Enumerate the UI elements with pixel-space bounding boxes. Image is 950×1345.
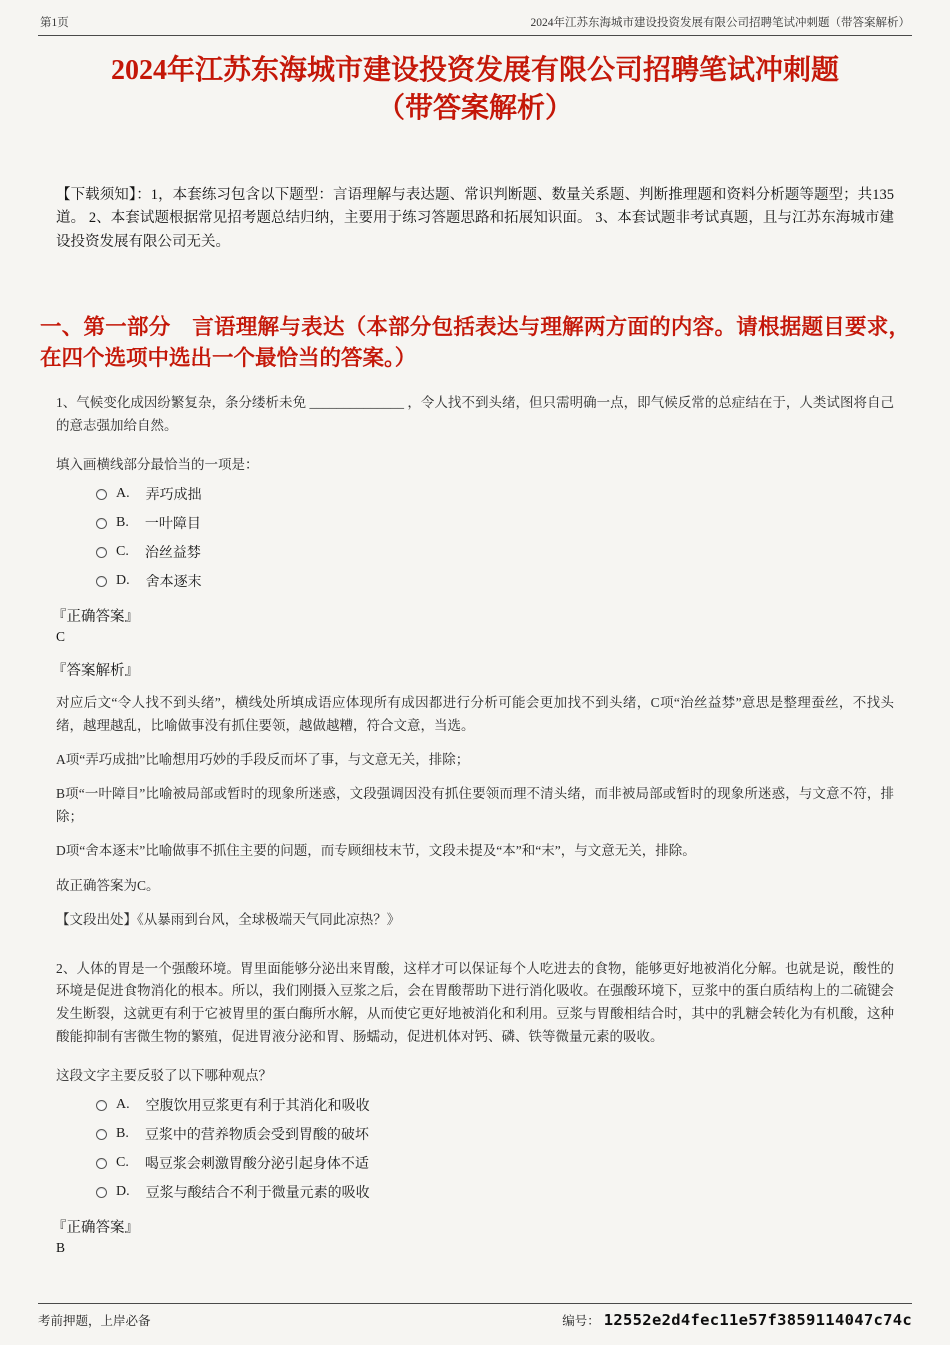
document-title	[38, 52, 912, 128]
option-b[interactable]	[96, 513, 894, 533]
radio-icon[interactable]	[96, 1187, 107, 1198]
radio-icon[interactable]	[96, 547, 107, 558]
option-d[interactable]	[96, 571, 894, 591]
header-page-number: 第1页	[40, 17, 69, 29]
section-heading: 一、第一部分 言语理解与表达（本部分包括表达与理解两方面的内容。请根据题目要求，在四个选项中选出一个最恰当的答案。）	[40, 315, 910, 371]
option-letter: B.	[116, 515, 129, 531]
option-letter: C.	[116, 1155, 129, 1171]
option-letter: D.	[116, 1184, 130, 1200]
page-footer	[38, 1303, 912, 1329]
analysis-paragraph: D项“舍本逐末”比喻做事不抓住主要的问题，而专顾细枝末节，文段未提及“本”和“末”，与文意无关，排除。	[56, 843, 696, 859]
document-title-line1: 2024年江苏东海城市建设投资发展有限公司招聘笔试冲刺题	[110, 55, 839, 86]
radio-icon[interactable]	[96, 489, 107, 500]
option-c[interactable]	[96, 1153, 894, 1173]
radio-icon[interactable]	[96, 518, 107, 529]
option-text: 喝豆浆会刺激胃酸分泌引起身体不适	[144, 1157, 369, 1173]
option-text: 弄巧成拙	[145, 488, 202, 504]
analysis-paragraph: 故正确答案为C。	[56, 877, 160, 893]
question-prompt: 这段文字主要反驳了以下哪种观点？	[56, 1068, 272, 1084]
radio-icon[interactable]	[96, 1100, 107, 1111]
option-letter: A.	[116, 486, 130, 502]
option-text: 舍本逐末	[145, 575, 202, 591]
question-prompt: 填入画横线部分最恰当的一项是：	[56, 457, 259, 473]
option-c[interactable]	[96, 542, 894, 562]
radio-icon[interactable]	[96, 1129, 107, 1140]
analysis-paragraph: 对应后文“令人找不到头绪”，横线处所填成语应体现所有成因都进行分析可能会更加找不到头绪，C项“治丝益棼”意思是整理蚕丝，不找头绪，越理越乱，比喻做事没有抓住要领，越做越糟，符合文意，当选。	[56, 695, 894, 733]
correct-answer-label: 『正确答案』	[52, 609, 139, 626]
download-notice: 【下载须知】：1，本套练习包含以下题型：言语理解与表达题、常识判断题、数量关系题、判断推理题和资料分析题等题型；共135道。 2、本套试题根据常见招考题总结归纳，主要用于练习答题思路和拓展知识面。 3、本套试题非考试真题，且与江苏东海城市建设投资发展有限公司无关。	[56, 186, 894, 250]
question-1	[52, 392, 894, 931]
option-text: 豆浆与酸结合不利于微量元素的吸收	[145, 1186, 370, 1202]
option-letter: C.	[116, 544, 129, 560]
footer-code-label: 编号：	[562, 1314, 600, 1328]
option-a[interactable]	[96, 1095, 894, 1115]
options-group	[96, 1095, 894, 1202]
analysis-paragraph: B项“一叶障目”比喻被局部或暂时的现象所迷惑，文段强调因没有抓住要领而理不清头绪，而非被局部或暂时的现象所迷惑，与文意不符，排除；	[56, 786, 894, 824]
question-2	[52, 958, 894, 1257]
question-stem: 2、人体的胃是一个强酸环境。胃里面能够分泌出来胃酸，这样才可以保证每个人吃进去的食物，能够更好地被消化分解。也就是说，酸性的环境是促进食物消化的根本。所以，我们刚摄入豆浆之后，会在胃酸帮助下进行消化吸收。在强酸环境下，豆浆中的蛋白质结构上的二硫键会发生断裂，这就更有利于它被胃里的蛋白酶所水解，从而使它更好地被消化和利用。豆浆与胃酸相结合时，其中的乳糖会转化为有机酸，这种酸能抑制有害微生物的繁殖，促进胃液分泌和胃、肠蠕动，促进机体对钙、磷、铁等微量元素的吸收。	[56, 960, 894, 1045]
option-a[interactable]	[96, 484, 894, 504]
footer-slogan: 考前押题，上岸必备	[38, 1314, 151, 1328]
option-letter: A.	[116, 1097, 130, 1113]
footer-code	[562, 1311, 912, 1329]
page-header	[38, 10, 912, 35]
correct-answer-value: B	[56, 1240, 66, 1256]
analysis-block	[56, 692, 894, 931]
option-d[interactable]	[96, 1182, 894, 1202]
option-letter: D.	[116, 573, 130, 589]
footer-code-value: 12552e2d4fec11e57f3859114047c74c	[603, 1311, 912, 1329]
radio-icon[interactable]	[96, 576, 107, 587]
correct-answer-value: C	[56, 629, 66, 645]
option-text: 一叶障目	[144, 517, 201, 533]
footer-divider	[38, 1303, 912, 1304]
analysis-label: 『答案解析』	[52, 663, 139, 680]
analysis-paragraph: A项“弄巧成拙”比喻想用巧妙的手段反而坏了事，与文意无关，排除；	[56, 752, 470, 768]
header-divider	[38, 35, 912, 36]
header-doc-title: 2024年江苏东海城市建设投资发展有限公司招聘笔试冲刺题（带答案解析）	[530, 17, 910, 29]
question-stem: 1、气候变化成因纷繁复杂，条分缕析未免 ______________ ，令人找不到头绪，但只需明确一点，即气候反常的总症结在于，人类试图将自己的意志强加给自然。	[56, 395, 894, 434]
option-text: 空腹饮用豆浆更有利于其消化和吸收	[145, 1099, 370, 1115]
option-letter: B.	[116, 1126, 129, 1142]
option-b[interactable]	[96, 1124, 894, 1144]
options-group	[96, 484, 894, 591]
document-title-line2: （带答案解析）	[376, 92, 573, 124]
source-note: 【文段出处】《从暴雨到台风，全球极端天气同此凉热？》	[56, 912, 401, 928]
radio-icon[interactable]	[96, 1158, 107, 1169]
option-text: 治丝益棼	[144, 546, 201, 562]
option-text: 豆浆中的营养物质会受到胃酸的破坏	[144, 1128, 369, 1144]
correct-answer-label: 『正确答案』	[52, 1220, 139, 1237]
